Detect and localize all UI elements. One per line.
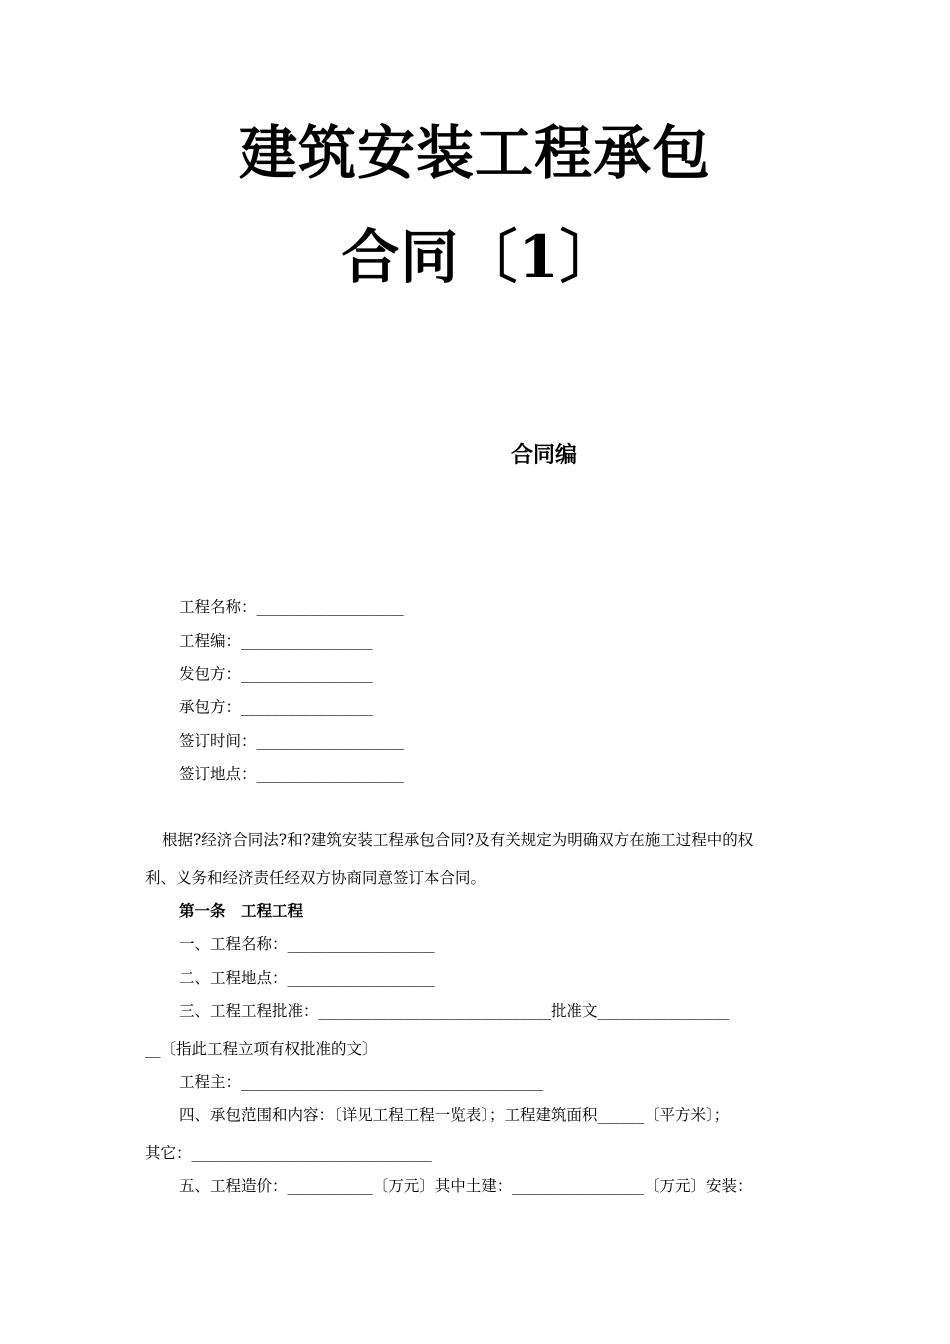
article-1-item: 一、工程名称：___________________ (179, 935, 435, 953)
field-employer: 发包方：_________________ (179, 665, 373, 683)
field-project-name: 工程名称：___________________ (179, 598, 404, 616)
intro-line-2: 利、义务和经济责任经双方协商同意签订本合同。 (145, 869, 487, 887)
article-1-item: 其它：_______________________________ (145, 1144, 432, 1162)
field-sign-place: 签订地点：___________________ (179, 765, 404, 783)
article-1-item: 四、承包范围和内容：〔详见工程工程一览表〕；工程建筑面积______〔平方米〕； (179, 1106, 730, 1124)
document-title-line1: 建筑安装工程承包 (238, 119, 711, 187)
article-1-item: __〔指此工程立项有权批准的文〕 (145, 1040, 378, 1058)
field-contractor: 承包方：_________________ (179, 698, 373, 716)
article-1-item: 二、工程地点：___________________ (179, 969, 435, 987)
contract-code-label: 合同编 (511, 443, 578, 468)
field-project-code: 工程编：_________________ (179, 632, 373, 650)
article-1-item: 五、工程造价：___________〔万元〕其中土建：_________________〔万元〕安装： (179, 1177, 753, 1195)
article-1-item: 三、工程工程批准：______________________________批准文_________________ (179, 1002, 730, 1020)
field-sign-date: 签订时间：___________________ (179, 732, 404, 750)
intro-line-1: 根据?经济合同法?和?建筑安装工程承包合同?及有关规定为明确双方在施工过程中的权 (162, 831, 754, 849)
article-1-heading: 第一条 工程工程 (179, 902, 304, 920)
document-title-line2: 合同〔1〕 (341, 223, 619, 291)
article-1-item: 工程主：_______________________________________ (179, 1073, 544, 1091)
